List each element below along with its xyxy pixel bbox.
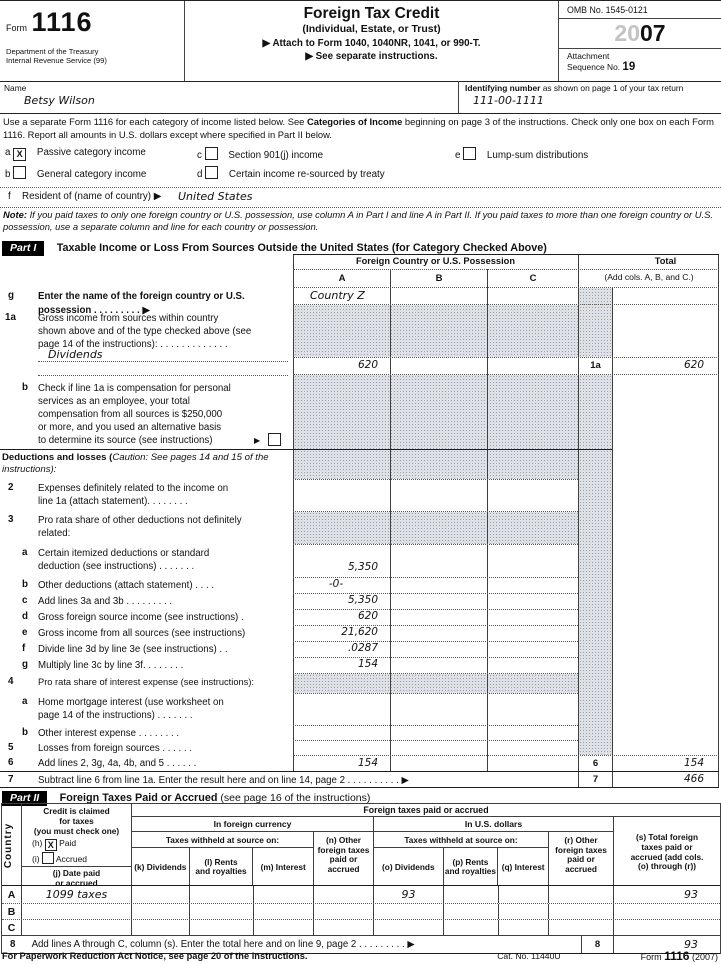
row-b-l-field[interactable] xyxy=(190,904,254,919)
col-l-line1: (l) Rents xyxy=(204,856,238,867)
col-r-line2: foreign taxes xyxy=(555,844,607,855)
col-s-line1: (s) Total foreign xyxy=(635,832,699,842)
line-4-label: Pro rata share of interest expense (see instructions): xyxy=(38,677,254,687)
col-n-line2: foreign taxes xyxy=(317,844,370,855)
sequence-label: Sequence No. xyxy=(567,62,621,72)
cat-a-checkbox[interactable]: X xyxy=(13,148,26,161)
dotted-entry-line xyxy=(38,375,288,376)
row-a-letter: A xyxy=(2,886,22,903)
line-3-number: 3 xyxy=(8,514,14,525)
line-1a-letter: 1a xyxy=(5,312,16,323)
row-b-date-field[interactable] xyxy=(22,904,132,919)
cat-c-letter: c xyxy=(197,150,202,161)
line-b-label5: to determine its source (see instructions) xyxy=(38,435,213,446)
intro-pre: Use a separate Form 1116 for each category of income listed below. See xyxy=(3,116,307,127)
line-1a-label1: Gross income from sources within country xyxy=(38,313,219,324)
grid-line xyxy=(293,693,578,694)
line-3d-letter: d xyxy=(22,611,28,622)
line-6-total-value[interactable]: 154 xyxy=(683,757,704,769)
dept-line1: Department of the Treasury xyxy=(6,47,99,56)
row-c-n-field[interactable] xyxy=(314,920,374,935)
row-c-letter: C xyxy=(2,920,22,935)
line-5-number: 5 xyxy=(8,742,14,753)
line-3a-label1: Certain itemized deductions or standard xyxy=(38,548,210,559)
line-7-number: 7 xyxy=(8,774,14,785)
grid-line xyxy=(718,254,719,788)
line-5-label: Losses from foreign sources . . . . . . xyxy=(38,743,192,754)
country-a-field[interactable]: Country Z xyxy=(310,289,365,302)
line-3f-letter: f xyxy=(22,643,26,654)
grid-line xyxy=(293,254,719,255)
intro-post: beginning on page 3 of the instructions. Check only one box on each Form 1116. Report all amounts in U.S. dollars except where specified in Part II below. xyxy=(3,116,714,140)
deductions-heading-bold: Deductions and losses ( xyxy=(2,452,113,463)
col-r-line3: paid or xyxy=(567,854,595,864)
row-c-m-field[interactable] xyxy=(254,920,314,935)
in-foreign-currency-header: In foreign currency xyxy=(132,817,373,832)
note-text: If you paid taxes to only one foreign country or U.S. possession, use column A in Part I and line A in Part II. If you paid taxes to more than one foreign country or U.S. possession, use a separate column and line for each country or possession. xyxy=(3,209,713,233)
line-8-total-value[interactable]: 93 xyxy=(684,938,698,951)
cat-c-checkbox[interactable] xyxy=(205,147,218,160)
col-n-header xyxy=(314,832,373,885)
row-b-s-field[interactable] xyxy=(614,904,720,919)
country-row-b xyxy=(2,904,720,920)
row-c-o-field[interactable] xyxy=(374,920,444,935)
paperwork-notice: For Paperwork Reduction Act Notice, see page 20 of the instructions. xyxy=(2,951,308,961)
form-title: Foreign Tax Credit xyxy=(303,5,440,22)
shade-1a-upper xyxy=(294,305,578,357)
line-3a-letter: a xyxy=(22,547,28,558)
grid-line xyxy=(293,544,578,545)
shade-line3-header xyxy=(294,512,578,544)
line-1a-label3: page 14 of the instructions): . . . . . . . . . . . . . xyxy=(38,339,228,350)
line-3e-letter: e xyxy=(22,627,28,638)
row-a-n-field[interactable] xyxy=(314,886,374,903)
row-a-r-field[interactable] xyxy=(549,886,614,903)
col-k-header: (k) Dividends xyxy=(132,848,190,885)
year-outline: 20 xyxy=(614,20,640,46)
country-row-a xyxy=(2,886,720,904)
line-2-label1: Expenses definitely related to the income on xyxy=(38,483,229,494)
grid-line xyxy=(487,269,488,771)
line-4b-label: Other interest expense . . . . . . . . xyxy=(38,728,180,739)
col-b-header: B xyxy=(435,273,443,284)
resident-letter: f xyxy=(8,191,11,202)
row-b-letter: B xyxy=(2,904,22,919)
grid-line xyxy=(293,479,578,480)
year-solid: 07 xyxy=(640,20,666,46)
col-r-line4: accrued xyxy=(565,863,597,874)
line-6-col-a-value[interactable]: 154 xyxy=(357,757,378,769)
grid-line xyxy=(293,511,578,512)
intro-bold: Categories of Income xyxy=(306,116,403,127)
grid-line xyxy=(293,725,578,726)
footer-form-word: Form xyxy=(640,952,662,962)
grid-line xyxy=(293,673,578,674)
resident-label: Resident of (name of country) ▶ xyxy=(22,191,162,202)
note-bold: Note: xyxy=(3,209,27,220)
grid-line xyxy=(578,254,579,788)
form-word: Form xyxy=(6,23,27,33)
credit-line1: Credit is claimed xyxy=(43,806,110,816)
line-b-label3: compensation from all sources is $250,000 xyxy=(38,409,223,420)
cat-c-label: Section 901(j) income xyxy=(228,150,324,161)
sequence-number: 19 xyxy=(622,61,636,73)
grid-line xyxy=(293,269,719,270)
credit-claimed-header xyxy=(22,804,132,888)
part1-badge: Part I xyxy=(2,241,44,256)
identifying-number-field[interactable]: 111-00-1111 xyxy=(473,94,544,107)
line-b-arrow: ▶ xyxy=(254,436,261,445)
line-4a-label1: Home mortgage interest (use worksheet on xyxy=(38,697,224,708)
line-7-total-value[interactable]: 466 xyxy=(683,773,704,785)
line-g-label2: possession . . . . . . . . . ▶ xyxy=(38,305,150,316)
name-field[interactable]: Betsy Wilson xyxy=(24,94,95,107)
line-8-number: 8 xyxy=(10,939,16,950)
shade-1b-region xyxy=(294,375,578,479)
deductions-heading-end: ): xyxy=(50,464,57,475)
part2-title: Foreign Taxes Paid or Accrued xyxy=(59,792,218,804)
line-2-number: 2 xyxy=(8,482,14,493)
col-r-header xyxy=(549,832,613,885)
country-row-c xyxy=(2,920,720,936)
credit-line3: (you must check one) xyxy=(33,826,120,836)
omb-number: OMB No. 1545-0121 xyxy=(559,1,721,19)
cat-b-checkbox[interactable] xyxy=(13,166,26,179)
line-3b-value[interactable]: -0- xyxy=(328,578,344,590)
foreign-taxes-group-header: Foreign taxes paid or accrued xyxy=(132,804,720,817)
line-3g-label: Multiply line 3c by line 3f. . . . . . . . xyxy=(38,660,184,671)
line-4b-letter: b xyxy=(22,727,28,738)
line-b-label4: or more, and you used an alternative basis xyxy=(38,422,222,433)
dotted-entry-line xyxy=(38,361,288,362)
category-checkboxes xyxy=(0,147,721,185)
row-b-p-field[interactable] xyxy=(444,904,499,919)
line-6-number: 6 xyxy=(8,757,14,768)
resident-country-field[interactable]: United States xyxy=(178,190,253,203)
country-column-header xyxy=(2,804,22,885)
cat-b-letter: b xyxy=(5,169,11,180)
resident-row xyxy=(0,187,721,208)
grid-line xyxy=(0,449,612,450)
cat-e-letter: e xyxy=(455,150,461,161)
id-label: Identifying number xyxy=(465,83,541,93)
line-3g-letter: g xyxy=(22,659,28,670)
cat-d-letter: d xyxy=(197,169,203,180)
id-label-rest: as shown on page 1 of your tax return xyxy=(540,83,684,93)
form-number: 1116 xyxy=(31,7,93,37)
row-c-k-field[interactable] xyxy=(132,920,190,935)
j-header-line1: (j) Date paid xyxy=(52,868,101,878)
col-n-line3: paid or xyxy=(329,854,358,864)
line-3f-value[interactable]: .0287 xyxy=(347,642,378,654)
line-1a-col-a-value[interactable]: 620 xyxy=(357,359,378,371)
row-a-date-field[interactable]: 1099 taxes xyxy=(22,886,132,903)
accrued-label: Accrued xyxy=(55,854,88,864)
col-group-header: Foreign Country or U.S. Possession xyxy=(355,256,516,266)
line-g-label1: Enter the name of the foreign country or U.S. xyxy=(38,291,245,302)
col-s-header xyxy=(614,817,720,885)
row-c-q-field[interactable] xyxy=(499,920,549,935)
j-header-line2: or accrued xyxy=(55,878,98,888)
col-s-line3: accrued (add cols. xyxy=(630,851,704,862)
line-2-label2: line 1a (attach statement). . . . . . . . xyxy=(38,496,188,507)
grid-line xyxy=(293,755,719,756)
row-b-q-field[interactable] xyxy=(499,904,549,919)
accrued-checkbox[interactable] xyxy=(42,852,54,864)
income-type-written[interactable]: Dividends xyxy=(48,348,103,361)
line-8-box: 8 xyxy=(581,936,614,953)
catalog-number: Cat. No. 11440U xyxy=(497,951,561,961)
in-us-dollars-header: In U.S. dollars xyxy=(374,817,613,832)
cat-d-checkbox[interactable] xyxy=(205,166,218,179)
col-l-header xyxy=(190,848,254,885)
i-letter: (i) xyxy=(32,854,40,864)
col-p-header xyxy=(444,848,499,885)
withheld-header-1: Taxes withheld at source on: xyxy=(132,832,313,848)
paid-checkbox[interactable]: X xyxy=(45,839,57,851)
h-letter: (h) xyxy=(32,838,43,848)
line-3c-letter: c xyxy=(22,595,28,606)
col-p-line2: and royalties xyxy=(444,865,497,876)
line-3d-label: Gross foreign source income (see instructions) . xyxy=(38,612,244,623)
line-3b-letter: b xyxy=(22,579,28,590)
col-q-header: (q) Interest xyxy=(501,861,545,872)
line-3a-label2: deduction (see instructions) . . . . . . . xyxy=(38,561,195,572)
grid-line xyxy=(390,269,391,771)
row-b-n-field[interactable] xyxy=(314,904,374,919)
line-3-label1: Pro rata share of other deductions not definitely xyxy=(38,515,242,526)
col-s-line4: (o) through (r)) xyxy=(637,861,697,872)
row-a-s-field[interactable]: 93 xyxy=(684,888,698,901)
row-b-r-field[interactable] xyxy=(549,904,614,919)
dept-line2: Internal Revenue Service (99) xyxy=(6,56,107,65)
page-footer xyxy=(0,948,721,964)
row-c-p-field[interactable] xyxy=(444,920,499,935)
part2-badge: Part II xyxy=(2,791,47,806)
form-header xyxy=(0,0,721,82)
attach-line: ▶ Attach to Form 1040, 1040NR, 1041, or 990-T. xyxy=(262,38,481,49)
footer-year: (2007) xyxy=(691,952,718,962)
cat-e-label: Lump-sum distributions xyxy=(486,150,589,161)
cat-d-label: Certain income re-sourced by treaty xyxy=(228,169,385,180)
row-c-r-field[interactable] xyxy=(549,920,614,935)
cat-e-checkbox[interactable] xyxy=(463,147,476,160)
row-c-date-field[interactable] xyxy=(22,920,132,935)
line-3e-label: Gross income from all sources (see instructions) xyxy=(38,628,246,639)
name-label: Name xyxy=(4,83,27,93)
line-g-letter: g xyxy=(8,290,14,301)
line-3d-value[interactable]: 620 xyxy=(357,610,378,622)
col-o-header: (o) Dividends xyxy=(374,848,444,885)
line-3g-value[interactable]: 154 xyxy=(357,658,378,670)
footer-form-number: 1116 xyxy=(664,949,690,963)
grid-line xyxy=(293,287,719,288)
total-subheader: (Add cols. A, B, and C.) xyxy=(604,272,694,282)
line-7-label: Subtract line 6 from line 1a. Enter the result here and on line 14, page 2 . . . . . . . . . . ▶ xyxy=(38,775,409,786)
attachment-label: Attachment xyxy=(567,51,610,61)
line-1a-total-value[interactable]: 620 xyxy=(683,359,704,371)
shade-strip-upper xyxy=(579,288,612,357)
col-n-line1: (n) Other xyxy=(325,835,362,845)
part1-bar xyxy=(0,238,721,253)
col-r-line1: (r) Other xyxy=(564,835,598,845)
part2-title-rest: (see page 16 of the instructions) xyxy=(217,792,371,804)
line-3e-value[interactable]: 21,620 xyxy=(341,626,378,638)
line-3b-label: Other deductions (attach statement) . . . . xyxy=(38,580,215,591)
line-1a-label2: shown above and of the type checked above (see xyxy=(38,326,252,337)
row-b-o-field[interactable] xyxy=(374,904,444,919)
shade-line4-header xyxy=(294,674,578,693)
col-n-line4: accrued xyxy=(327,863,360,874)
line-b-label1: Check if line 1a is compensation for personal xyxy=(38,383,231,394)
cat-b-label: General category income xyxy=(36,169,147,180)
col-a-header: A xyxy=(338,273,346,284)
row-a-o-field[interactable]: 93 xyxy=(374,886,444,903)
grid-line xyxy=(0,771,719,772)
line-b-letter: b xyxy=(22,382,28,393)
line-1a-box: 1a xyxy=(590,360,601,371)
paid-label: Paid xyxy=(59,838,77,848)
col-l-line2: and royalties xyxy=(195,865,247,876)
row-a-q-field[interactable] xyxy=(499,886,549,903)
row-a-m-field[interactable] xyxy=(254,886,314,903)
shade-strip-lower xyxy=(579,375,612,755)
row-c-s-field[interactable] xyxy=(614,920,720,935)
cat-a-label: Passive category income xyxy=(36,147,146,158)
line-b-checkbox[interactable] xyxy=(268,433,281,446)
grid-line xyxy=(293,357,719,358)
part2-table xyxy=(1,803,721,954)
line-3a-value[interactable]: 5,350 xyxy=(347,561,378,573)
line-4a-label2: page 14 of the instructions) . . . . . . . xyxy=(38,710,193,721)
row-b-m-field[interactable] xyxy=(254,904,314,919)
note-paragraph xyxy=(3,209,719,234)
line-6-label: Add lines 2, 3g, 4a, 4b, and 5 . . . . . . xyxy=(38,758,197,769)
see-instructions-line: ▶ See separate instructions. xyxy=(305,51,438,62)
line-3c-value[interactable]: 5,350 xyxy=(347,594,378,606)
row-a-p-field[interactable] xyxy=(444,886,499,903)
part2-bar xyxy=(0,788,721,803)
country-vertical-label: Country xyxy=(3,822,15,869)
line-4a-letter: a xyxy=(22,696,28,707)
deductions-heading-italic: Caution: See pages 14 and 15 of the instructions xyxy=(2,452,269,475)
line-6-box: 6 xyxy=(592,758,599,769)
row-a-l-field[interactable] xyxy=(190,886,254,903)
withheld-header-2: Taxes withheld at source on: xyxy=(374,832,548,848)
line-4-number: 4 xyxy=(8,676,14,687)
tax-year xyxy=(559,19,721,49)
col-p-line1: (p) Rents xyxy=(452,856,489,867)
total-header: Total xyxy=(654,256,677,266)
grid-line xyxy=(293,304,719,305)
line-b-label2: services as an employee, your total xyxy=(38,396,190,407)
line-3f-label: Divide line 3d by line 3e (see instructions) . . xyxy=(38,644,228,655)
form-subtitle: (Individual, Estate, or Trust) xyxy=(302,23,441,35)
intro-paragraph xyxy=(3,116,719,141)
row-a-k-field[interactable] xyxy=(132,886,190,903)
line-8-label: Add lines A through C, column (s). Enter the total here and on line 9, page 2 . . . . . . . . . ▶ xyxy=(31,939,415,950)
part1-table xyxy=(0,254,719,788)
cat-a-letter: a xyxy=(5,147,11,158)
col-c-header: C xyxy=(529,273,537,284)
credit-line2: for taxes xyxy=(59,816,94,826)
name-row xyxy=(0,81,721,114)
col-m-header: (m) Interest xyxy=(260,861,306,872)
grid-line xyxy=(293,374,719,375)
grid-line xyxy=(293,740,578,741)
col-s-line2: taxes paid or xyxy=(641,841,693,852)
row-b-k-field[interactable] xyxy=(132,904,190,919)
line-7-box: 7 xyxy=(592,774,599,785)
part1-title: Taxable Income or Loss From Sources Outside the United States (for Category Checked Above) xyxy=(56,242,547,254)
line-3c-label: Add lines 3a and 3b . . . . . . . . . xyxy=(38,596,173,607)
deductions-heading xyxy=(2,452,292,476)
row-c-l-field[interactable] xyxy=(190,920,254,935)
line-3-label2: related: xyxy=(38,528,71,539)
